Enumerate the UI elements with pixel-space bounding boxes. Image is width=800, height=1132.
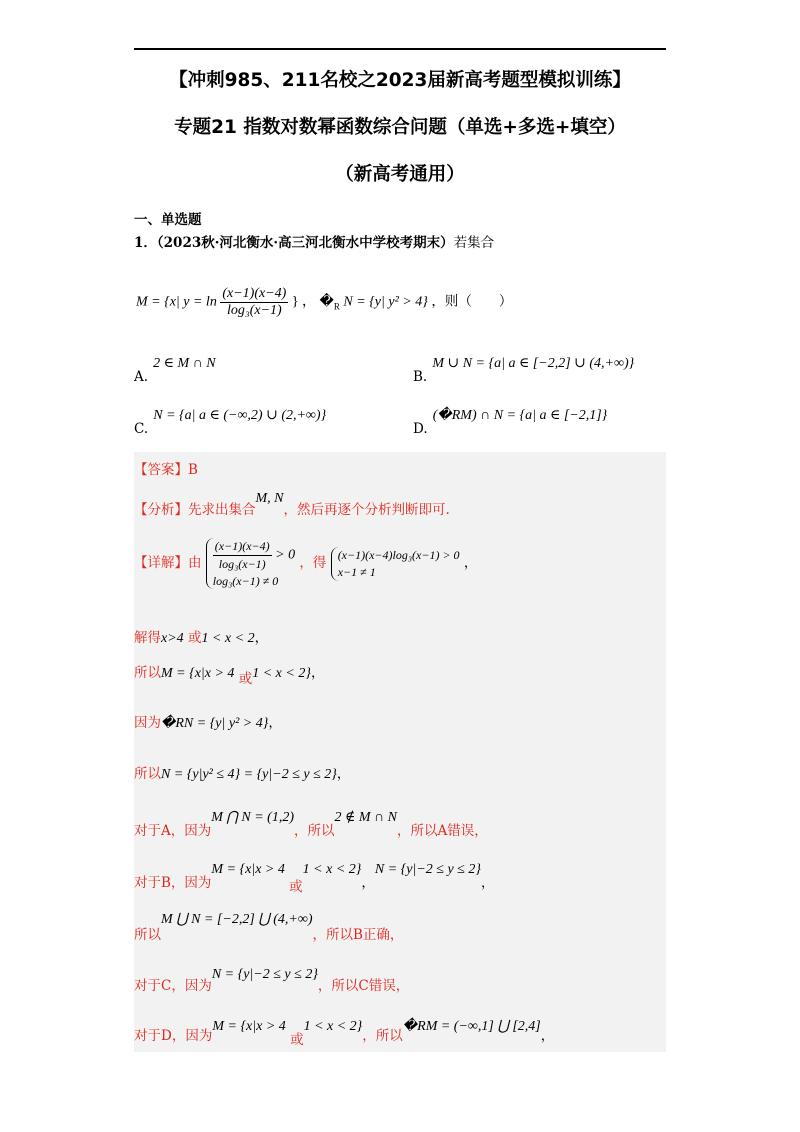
option-b[interactable]	[413, 352, 635, 385]
detail-you: 由	[188, 555, 202, 572]
b-conclusion-expr: M ⋃ N = [−2,2] ⋃ (4,+∞)	[161, 912, 313, 927]
sys1-denominator: log₃(x−1)	[218, 556, 266, 571]
set-definitions	[136, 286, 512, 319]
d-analysis-expr3: �RM = (−∞,1] ⋃ [2,4]	[402, 1019, 541, 1034]
analysis-text1: 先求出集合	[188, 502, 256, 518]
answer-value: B	[188, 462, 198, 478]
sys1-numerator: (x−1)(x−4)	[213, 538, 272, 556]
b-analysis-expr3: N = {y|−2 ≤ y ≤ 2}	[374, 862, 481, 877]
c-analysis-text1: 对于C，因为	[134, 978, 212, 994]
section-heading: 一、单选题	[134, 212, 202, 228]
n-result-expr: N = {y|y² ≤ 4} = {y|−2 ≤ y ≤ 2}	[161, 767, 337, 782]
c-analysis-expr: N = {y|−2 ≤ y ≤ 2}	[211, 967, 318, 982]
yinwei-text: 因为	[134, 715, 161, 731]
question-then: ，则（ ）	[431, 293, 513, 309]
set-n-result-line	[134, 762, 350, 783]
comma: ，	[302, 294, 317, 310]
complement-n-line	[134, 711, 282, 732]
b-analysis-expr1: M = {x|x > 4	[211, 862, 285, 877]
a-analysis-text1: 对于A，因为	[134, 823, 212, 839]
answer-tag: 【答案】	[134, 462, 188, 478]
b-conclusion-text2: ，所以B正确，	[312, 927, 404, 943]
detail-de: ，得	[299, 555, 327, 572]
doc-title-line3: （新高考通用）	[335, 164, 465, 185]
b-analysis-end: ，	[480, 875, 495, 891]
a-analysis-expr1: M ⋂ N = (1,2)	[211, 810, 295, 825]
m-result-or: 或	[238, 671, 253, 687]
set-m-left: M = {x| y = ln	[136, 294, 217, 310]
sys2-line2: x−1 ≠ 1	[337, 564, 376, 579]
analysis-line	[134, 486, 450, 518]
option-d-label: D.	[413, 421, 428, 437]
detail-end: ，	[463, 555, 478, 572]
complement-n-set: N = {y| y² > 4}	[343, 294, 428, 310]
answer-line	[134, 458, 198, 478]
m-result-end: ，	[310, 665, 325, 681]
option-a[interactable]	[134, 352, 216, 385]
d-analysis-expr2: 1 < x < 2}	[303, 1019, 363, 1034]
set-m-fraction	[220, 286, 288, 319]
jiede-expr1: x>4	[161, 631, 184, 646]
set-m-numerator: (x−1)(x−4)	[222, 286, 287, 301]
option-b-analysis	[134, 857, 495, 895]
d-analysis-text1: 对于D，因为	[134, 1028, 213, 1044]
suoyi-text-2: 所以	[134, 766, 161, 782]
question-number: 1．	[134, 235, 157, 251]
option-b-label: B.	[413, 369, 428, 385]
sys2-line1: (x−1)(x−4)log₃(x−1) > 0	[337, 547, 460, 562]
a-analysis-text3: ，所以A错误，	[397, 823, 488, 839]
a-analysis-text2: ，所以	[294, 823, 335, 839]
sys1-line2: log₃(x−1) ≠ 0	[212, 573, 279, 588]
question-stem-intro: 若集合	[453, 235, 495, 251]
d-analysis-or: 或	[290, 1032, 304, 1048]
option-a-expr: 2 ∈ M ∩ N	[153, 356, 216, 371]
system-1	[206, 538, 295, 589]
c-analysis-text2: ，所以C错误，	[317, 978, 410, 994]
system-2	[331, 547, 460, 581]
suoyi-text: 所以	[134, 665, 161, 681]
b-analysis-text1: 对于B，因为	[134, 875, 212, 891]
doc-title-line2: 专题21 指数对数幂函数综合问题（单选+多选+填空）	[174, 117, 626, 138]
cn-end: ，	[268, 715, 282, 731]
option-c-label: C.	[134, 421, 149, 437]
m-result-expr1: M = {x|x > 4	[161, 666, 235, 681]
analysis-text2: ，然后再逐个分析判断即可.	[283, 502, 450, 518]
question-stem	[134, 231, 494, 251]
option-a-label: A.	[134, 369, 149, 385]
option-b-conclusion	[134, 907, 404, 943]
header-rule	[134, 48, 666, 50]
detail-line	[134, 538, 477, 589]
cn-expr: �RN = {y| y² > 4}	[161, 716, 269, 731]
option-b-expr: M ∪ N = {a| a ∈ [−2,2] ∪ (4,+∞)}	[432, 356, 635, 371]
set-m-result-line	[134, 661, 325, 687]
complement-subscript: R	[333, 301, 340, 312]
question-source: （2023秋·河北衡水·高三河北衡水中学校考期末）	[156, 235, 454, 251]
jiede-or: 或	[187, 630, 202, 646]
option-c[interactable]	[134, 404, 327, 437]
option-a-analysis	[134, 805, 488, 839]
b-conclusion-text1: 所以	[134, 927, 161, 943]
b-analysis-expr2: 1 < x < 2}	[302, 862, 362, 877]
option-d[interactable]	[413, 404, 608, 437]
analysis-tag: 【分析】	[134, 502, 188, 518]
option-d-analysis	[134, 1014, 555, 1048]
set-m-denominator: log₃(x−1)	[226, 303, 282, 318]
analysis-expr: M, N	[255, 491, 284, 506]
jiede-expr2: 1 < x < 2	[201, 631, 255, 646]
d-analysis-end: ，	[540, 1028, 555, 1044]
detail-tag: 【详解】	[134, 555, 188, 572]
doc-title-line1: 【冲刺985、211名校之2023届新高考题型模拟训练】	[169, 70, 631, 91]
m-result-expr2: 1 < x < 2}	[252, 666, 311, 681]
b-analysis-comma: ，	[361, 875, 375, 891]
option-d-expr: (�RM) ∩ N = {a| a ∈ [−2,1]}	[432, 408, 608, 423]
jiede-text: 解得	[134, 630, 161, 646]
d-analysis-text2: ，所以	[362, 1028, 403, 1044]
n-result-end: ，	[336, 766, 351, 782]
set-m-right: }	[291, 294, 299, 310]
option-c-analysis	[134, 962, 410, 994]
jiede-end: ，	[254, 630, 269, 646]
option-c-expr: N = {a| a ∈ (−∞,2) ∪ (2,+∞)}	[153, 408, 327, 423]
complement-symbol: �	[319, 294, 334, 310]
sys1-gt: > 0	[275, 547, 296, 563]
solve-line	[134, 626, 268, 647]
d-analysis-expr1: M = {x|x > 4	[212, 1019, 286, 1034]
b-analysis-or: 或	[289, 879, 303, 895]
a-analysis-expr2: 2 ∉ M ∩ N	[334, 810, 397, 825]
